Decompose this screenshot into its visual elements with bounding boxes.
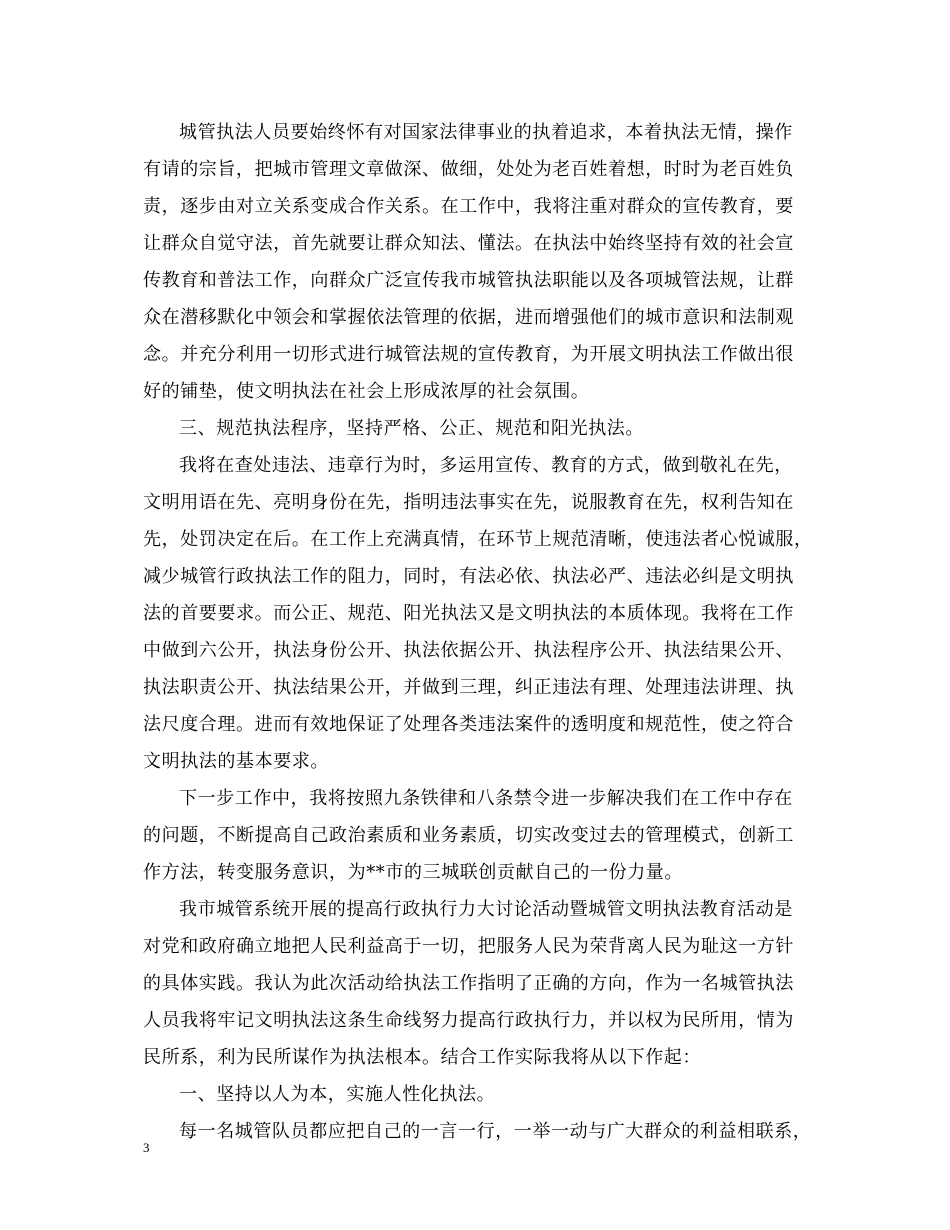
text-line-4: 让群众自觉守法，首先就要让群众知法、懂法。在执法中始终坚持有效的社会宣 (143, 233, 794, 254)
text-line-20: 的问题，不断提高自己政治素质和业务素质，切实改变过去的管理模式，创新工 (143, 825, 794, 846)
text-line-11: 文明用语在先、亮明身份在先，指明违法事实在先，说服教育在先，权利告知在 (143, 492, 794, 513)
section-heading-3: 三、规范执法程序，坚持严格、公正、规范和阳光执法。 (179, 418, 644, 439)
text-line-13: 减少城管行政执法工作的阻力，同时，有法必依、执法必严、违法必纠是文明执 (143, 566, 794, 587)
text-line-8: 好的铺垫，使文明执法在社会上形成浓厚的社会氛围。 (143, 381, 590, 402)
text-line-17: 法尺度合理。进而有效地保证了处理各类违法案件的透明度和规范性，使之符合 (143, 714, 794, 735)
text-line-18: 文明执法的基本要求。 (143, 751, 329, 772)
text-line-10: 我将在查处违法、违章行为时，多运用宣传、教育的方式，做到敬礼在先， (179, 455, 793, 476)
text-line-12: 先，处罚决定在后。在工作上充满真情，在环节上规范清晰，使违法者心悦诚服， (143, 529, 813, 550)
section-heading-1: 一、坚持以人为本，实施人性化执法。 (179, 1084, 496, 1105)
text-line-19: 下一步工作中，我将按照九条铁律和八条禁令进一步解决我们在工作中存在 (179, 788, 793, 809)
text-line-1: 城管执法人员要始终怀有对国家法律事业的执着追求，本着执法无情，操作 (179, 122, 793, 143)
text-line-23: 对党和政府确立地把人民利益高于一切，把服务人民为荣背离人民为耻这一方针 (143, 936, 794, 957)
text-line-14: 法的首要要求。而公正、规范、阳光执法又是文明执法的本质体现。我将在工作 (143, 603, 794, 624)
page-number: 3 (143, 1140, 150, 1155)
text-line-24: 的具体实践。我认为此次活动给执法工作指明了正确的方向，作为一名城管执法 (143, 973, 794, 994)
text-line-5: 传教育和普法工作，向群众广泛宣传我市城管执法职能以及各项城管法规，让群 (143, 270, 794, 291)
text-line-22: 我市城管系统开展的提高行政执行力大讨论活动暨城管文明执法教育活动是 (179, 899, 793, 920)
text-line-7: 念。并充分利用一切形式进行城管法规的宣传教育，为开展文明执法工作做出很 (143, 344, 794, 365)
text-line-26: 民所系，利为民所谋作为执法根本。结合工作实际我将从以下作起： (143, 1047, 701, 1068)
text-line-2: 有请的宗旨，把城市管理文章做深、做细，处处为老百姓着想，时时为老百姓负 (143, 159, 794, 180)
text-line-3: 责，逐步由对立关系变成合作关系。在工作中，我将注重对群众的宣传教育，要 (143, 196, 794, 217)
text-line-6: 众在潜移默化中领会和掌握依法管理的依据，进而增强他们的城市意识和法制观 (143, 307, 794, 328)
text-line-28: 每一名城管队员都应把自己的一言一行，一举一动与广大群众的利益相联系， (179, 1121, 812, 1142)
text-line-15: 中做到六公开，执法身份公开、执法依据公开、执法程序公开、执法结果公开、 (143, 640, 794, 661)
text-line-16: 执法职责公开、执法结果公开，并做到三理，纠正违法有理、处理违法讲理、执 (143, 677, 794, 698)
text-line-21: 作方法，转变服务意识，为**市的三城联创贡献自己的一份力量。 (143, 862, 683, 883)
text-line-25: 人员我将牢记文明执法这条生命线努力提高行政执行力，并以权为民所用，情为 (143, 1010, 794, 1031)
